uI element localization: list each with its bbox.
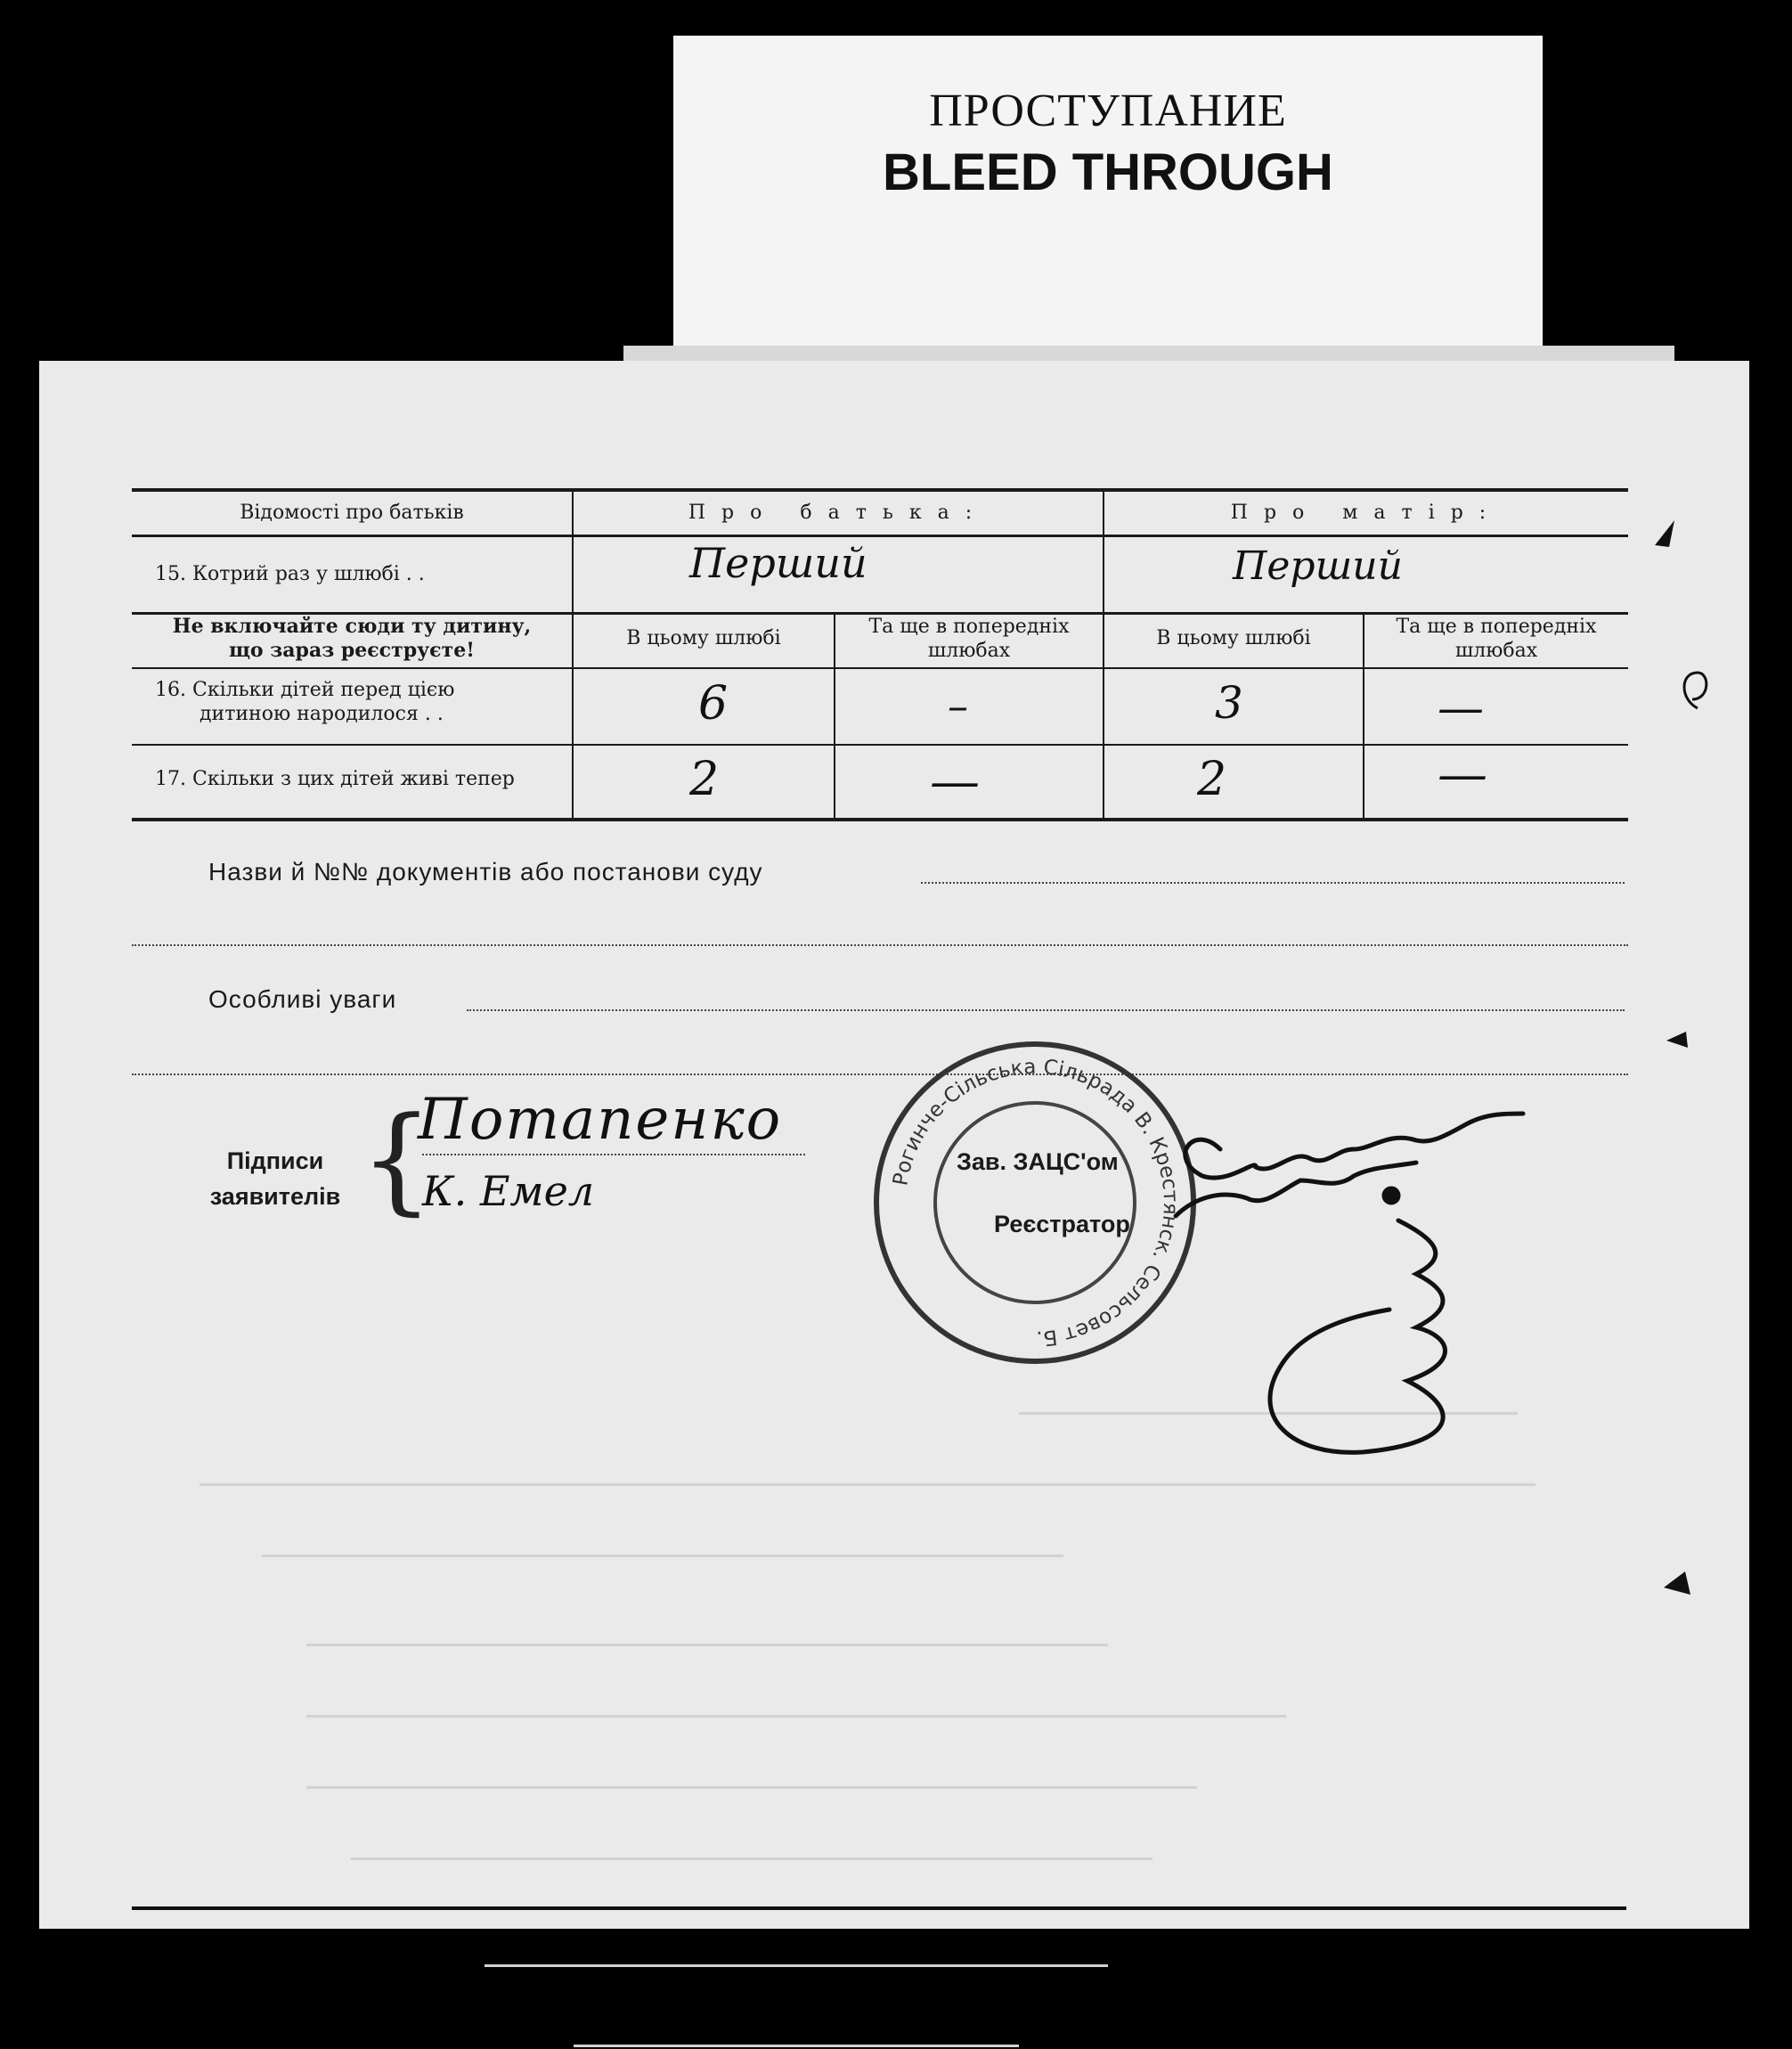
subheader-mother-this: В цьому шлюбі <box>1156 627 1311 649</box>
header-mother: Про матір: <box>1230 502 1503 524</box>
row16-label-line2: дитиною народилося . . <box>200 703 444 725</box>
label-title-ru: ПРОСТУПАНИЕ <box>929 86 1287 136</box>
row15-mother-value: Перший <box>1233 543 1403 589</box>
applicants-label-line2: заявителів <box>209 1183 341 1210</box>
row16-label-line1: 16. Скільки дітей перед цією <box>155 679 455 701</box>
subheader-prev-line1: Та ще в попередніх <box>868 616 1070 638</box>
subheader-father-this: В цьому шлюбі <box>626 627 781 649</box>
applicants-label-line1: Підписи <box>226 1147 324 1174</box>
head-label: Зав. ЗАЦС'ом <box>957 1148 1119 1175</box>
row17-father-prev: — <box>930 753 980 811</box>
row17-mother-prev: — <box>1438 746 1487 804</box>
header-row-label: Відомості про батьків <box>240 502 464 524</box>
applicant-signature-1: Потапенко <box>418 1087 783 1153</box>
subheader-prev-line2: шлюбах <box>1454 640 1538 662</box>
subheader-note-line1: Не включайте сюди ту дитину, <box>172 615 532 638</box>
subheader-note-line2: що зараз реєструєте! <box>229 639 475 662</box>
row17-mother-this: 2 <box>1197 753 1227 806</box>
row17-label: 17. Скільки з цих дітей живі тепер <box>155 768 515 790</box>
row16-mother-prev: — <box>1438 682 1484 735</box>
row16-father-prev: – <box>948 682 968 730</box>
header-father: Про батька: <box>688 502 989 524</box>
signature-brace: { <box>360 1091 434 1227</box>
row16-father-this: 6 <box>698 677 729 731</box>
documents-label: Назви й №№ документів або постанови суду <box>208 858 763 886</box>
label-title-en: BLEED THROUGH <box>883 143 1333 201</box>
row15-father-value: Перший <box>689 539 867 587</box>
row16-mother-this: 3 <box>1215 677 1243 729</box>
row17-father-this: 2 <box>689 753 720 806</box>
margin-marks <box>1655 520 1706 1595</box>
stamp-ring-text: Рогинче-Сільська Сільрада В. Крестянск. Сельсовет Б. <box>889 1055 1183 1351</box>
remarks-label: Особливі уваги <box>208 985 397 1013</box>
registrar-label: Реєстратор <box>994 1211 1130 1237</box>
subheader-prev-line1: Та ще в попередніх <box>1396 616 1597 638</box>
office-stamp <box>876 1044 1193 1361</box>
row15-label: 15. Котрий раз у шлюбі . . <box>155 563 425 585</box>
applicant-signature-2: К. Емел <box>422 1167 595 1215</box>
head-signature <box>1176 1114 1523 1452</box>
subheader-prev-line2: шлюбах <box>927 640 1011 662</box>
